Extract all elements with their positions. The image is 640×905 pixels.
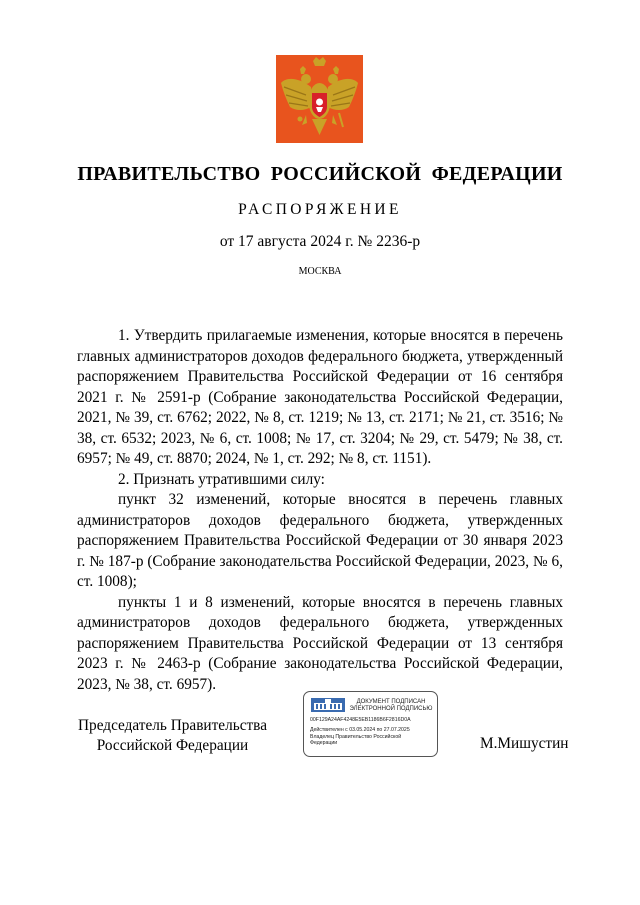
document-date-number: от 17 августа 2024 г. № 2236-р: [219, 233, 421, 250]
paragraph-4: пункты 1 и 8 изменений, которые вносятся в перечень главных администраторов доходов федерального бюджета, утвержденных распоряжением Правительства Российской Федерации от 13 сентября 2023 г. № 2463-р (Собрание законодательства Российской Федерации, 2023, № 38, ст. 6957).: [77, 593, 563, 693]
paragraph-1: 1. Утвердить прилагаемые изменения, которые вносятся в перечень главных администраторов доходов федерального бюджета, утвержденный распоряжением Правительства Российской Федерации от 16 сентября 2021 г. № 2591-р (Собрание законодательства Российской Федерации, 2021, № 39, ст. 6762; 2022, № 8, ст. 1219; № 13, ст. 2171; № 21, ст. 3516; № 38, ст. 6532; 2023, № 6, ст. 1008; № 17, ст. 3204; № 29, ст. 5479; № 38, ст. 6957; № 49, ст. 8870; 2024, № 1, ст. 292; № 8, ст. 1151).: [77, 327, 563, 467]
signatory-position: [78, 716, 267, 756]
document-city: МОСКВА: [298, 266, 342, 277]
signatory-position-line-1: Председатель Правительства: [78, 717, 267, 734]
signatory-name: М.Мишустин: [480, 735, 569, 752]
stamp-owner-line-2: Федерации: [310, 740, 338, 746]
stamp-validity: Действителен с 03.05.2024 по 27.07.2025: [310, 727, 410, 733]
government-title: ПРАВИТЕЛЬСТВО РОССИЙСКОЙ ФЕДЕРАЦИИ: [77, 163, 563, 185]
stamp-heading-line-2: ЭЛЕКТРОННОЙ ПОДПИСЬЮ: [349, 706, 433, 712]
paragraph-3: пункт 32 изменений, которые вносятся в перечень главных администраторов доходов федерального бюджета, утвержденных распоряжением Правительства Российской Федерации от 30 января 2023 г. № 187-р (Собрание законодательства Российской Федерации, 2023, № 6, ст. 1008);: [77, 491, 563, 590]
document-body: [77, 326, 563, 695]
government-building-icon: [311, 698, 345, 712]
coat-of-arms-emblem: [276, 55, 363, 143]
signatory-position-line-2: Российской Федерации: [96, 737, 249, 754]
document-type: РАСПОРЯЖЕНИЕ: [238, 201, 402, 218]
stamp-heading: [348, 699, 434, 713]
stamp-owner-line-1: Владелец Правительство Российской: [310, 734, 402, 740]
electronic-signature-stamp: [303, 691, 438, 757]
stamp-heading-line-1: ДОКУМЕНТ ПОДПИСАН: [356, 699, 426, 705]
stamp-certificate: 00F129A24AF4248E5EB1186B6F2816D0A: [310, 717, 411, 723]
paragraph-2: 2. Признать утратившими силу:: [118, 470, 325, 488]
